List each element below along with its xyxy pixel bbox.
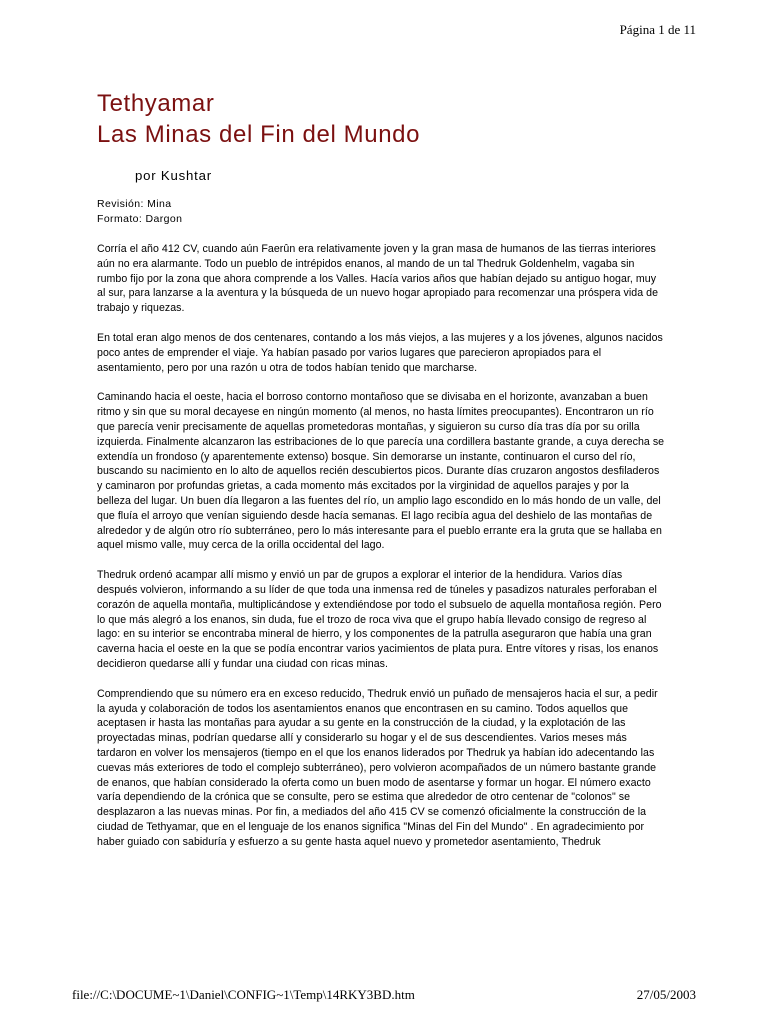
paragraph-1: Corría el año 412 CV, cuando aún Faerûn era relativamente joven y la gran masa de humanos de las tierras interiores aún no era alarmante. Todo un pueblo de intrépidos enanos, al mando de un tal Thedruk Goldenhelm, vagaba sin rumbo fijo por la zona que ahora comprende a los Valles. Hacía varios años que habían dejado su antiguo hogar, muy al sur, para lanzarse a la aventura y la búsqueda de un nuevo hogar apropiado para recomenzar una próspera vida de trabajo y riquezas.	[97, 243, 659, 315]
paragraph-4: Thedruk ordenó acampar allí mismo y envió un par de grupos a explorar el interior de la hendidura. Varios días después volvieron, informando a su líder de que toda una inmensa red de túneles y pasadizos naturales perforaban el corazón de aquella montaña, multiplicándose y extendiéndose por todo el subsuelo de aquella montañosa región. Pero lo que más alegró a los enanos, sin duda, fue el trozo de roca viva que el grupo había llevado consigo de regreso al lago: en su interior se encontraba mineral de hierro, y los componentes de la patrulla aseguraron que había una gran caverna hacia el oeste en la que se podía encontrar varios yacimientos de plata pura. Entre vítores y risas, los enanos decidieron quedarse allí y fundar una ciudad con ricas minas.	[97, 569, 662, 670]
document-title	[97, 88, 665, 150]
paragraph-5: Comprendiendo que su número era en exceso reducido, Thedruk envió un puñado de mensajeros hacia el sur, a pedir la ayuda y colaboración de todos los asentamientos enanos que encontrasen en su camino. Todos aquellos que aceptasen ir hasta las montañas para ayudar a su gente en la construcción de la ciudad, y la explotación de las proyectadas minas, podrían quedarse allí y considerarlo su hogar y el de sus descendientes. Varios meses más tardaron en volver los mensajeros (tiempo en el que los enanos liderados por Thedruk ya habían ido adecentando las cuevas más exteriores de todo el complejo subterráneo), pero volvieron acompañados de un número bastante grande de enanos, que habían considerado la oferta como un buen modo de asentarse y formar un hogar. El número exacto varía dependiendo de la crónica que se consulte, pero se estima que alrededor de otro centenar de "colonos" se desplazaron a las nuevas minas. Por fin, a mediados del año 415 CV se comenzó oficialmente la construcción de la ciudad de Tethyamar, que en el lenguaje de los enanos significa "Minas del Fin del Mundo" . En agradecimiento por haber guiado con sabiduría y esfuerzo a su gente hasta aquel nuevo y prometedor asentamiento, Thedruk	[97, 687, 658, 848]
title-line-1: Tethyamar	[97, 90, 215, 117]
format-line: Formato: Dargon	[97, 213, 183, 225]
paragraph-3: Caminando hacia el oeste, hacia el borroso contorno montañoso que se divisaba en el horizonte, avanzaban a buen ritmo y sin que su moral decayese en ningún momento (al menos, no hasta límites preocupantes). Encontraron un río que parecía venir precisamente de aquellas prometedoras montañas, y siguieron su curso día tras día por su orilla izquierda. Finalmente alcanzaron las estribaciones de lo que parecía una cordillera bastante grande, a cuya derecha se extendía un frondoso (y aparentemente extenso) bosque. Sin demorarse un instante, continuaron el curso del río, buscando su nacimiento en lo alto de aquellos recién descubiertos picos. Durante días cruzaron angostos desfiladeros y caminaron por profundas grietas, a cada momento más excitados por la virginidad de aquellos parajes y por la belleza del lugar. Un buen día llegaron a las fuentes del río, un amplio lago escondido en lo más hondo de un valle, del que fluía el arroyo que venían siguiendo desde hacía semanas. El lago recibía agua del deshielo de las montañas de alrededor y de algún otro río subterráneo, pero lo más interesante para el pueblo errante era la gruta que se hallaba en aquel mismo valle, muy cerca de la orilla occidental del lago.	[97, 391, 665, 552]
title-line-2: Las Minas del Fin del Mundo	[97, 121, 421, 148]
file-path: file://C:\DOCUME~1\Daniel\CONFIG~1\Temp\14RKY3BD.htm	[72, 987, 415, 1002]
print-date: 27/05/2003	[636, 987, 696, 1002]
page-footer	[72, 987, 696, 1003]
revision-line: Revisión: Mina	[97, 198, 172, 210]
paragraph-2: En total eran algo menos de dos centenares, contando a los más viejos, a las mujeres y a los jóvenes, algunos nacidos poco antes de emprender el viaje. Ya habían pasado por varios lugares que parecieron apropiados para el asentamiento, pero por una razón u otra de todos habían tenido que marcharse.	[97, 331, 663, 374]
document-body	[97, 88, 665, 849]
author-byline: por Kushtar	[135, 168, 212, 183]
document-meta	[97, 197, 665, 227]
page-indicator: Página 1 de 11	[619, 22, 696, 37]
